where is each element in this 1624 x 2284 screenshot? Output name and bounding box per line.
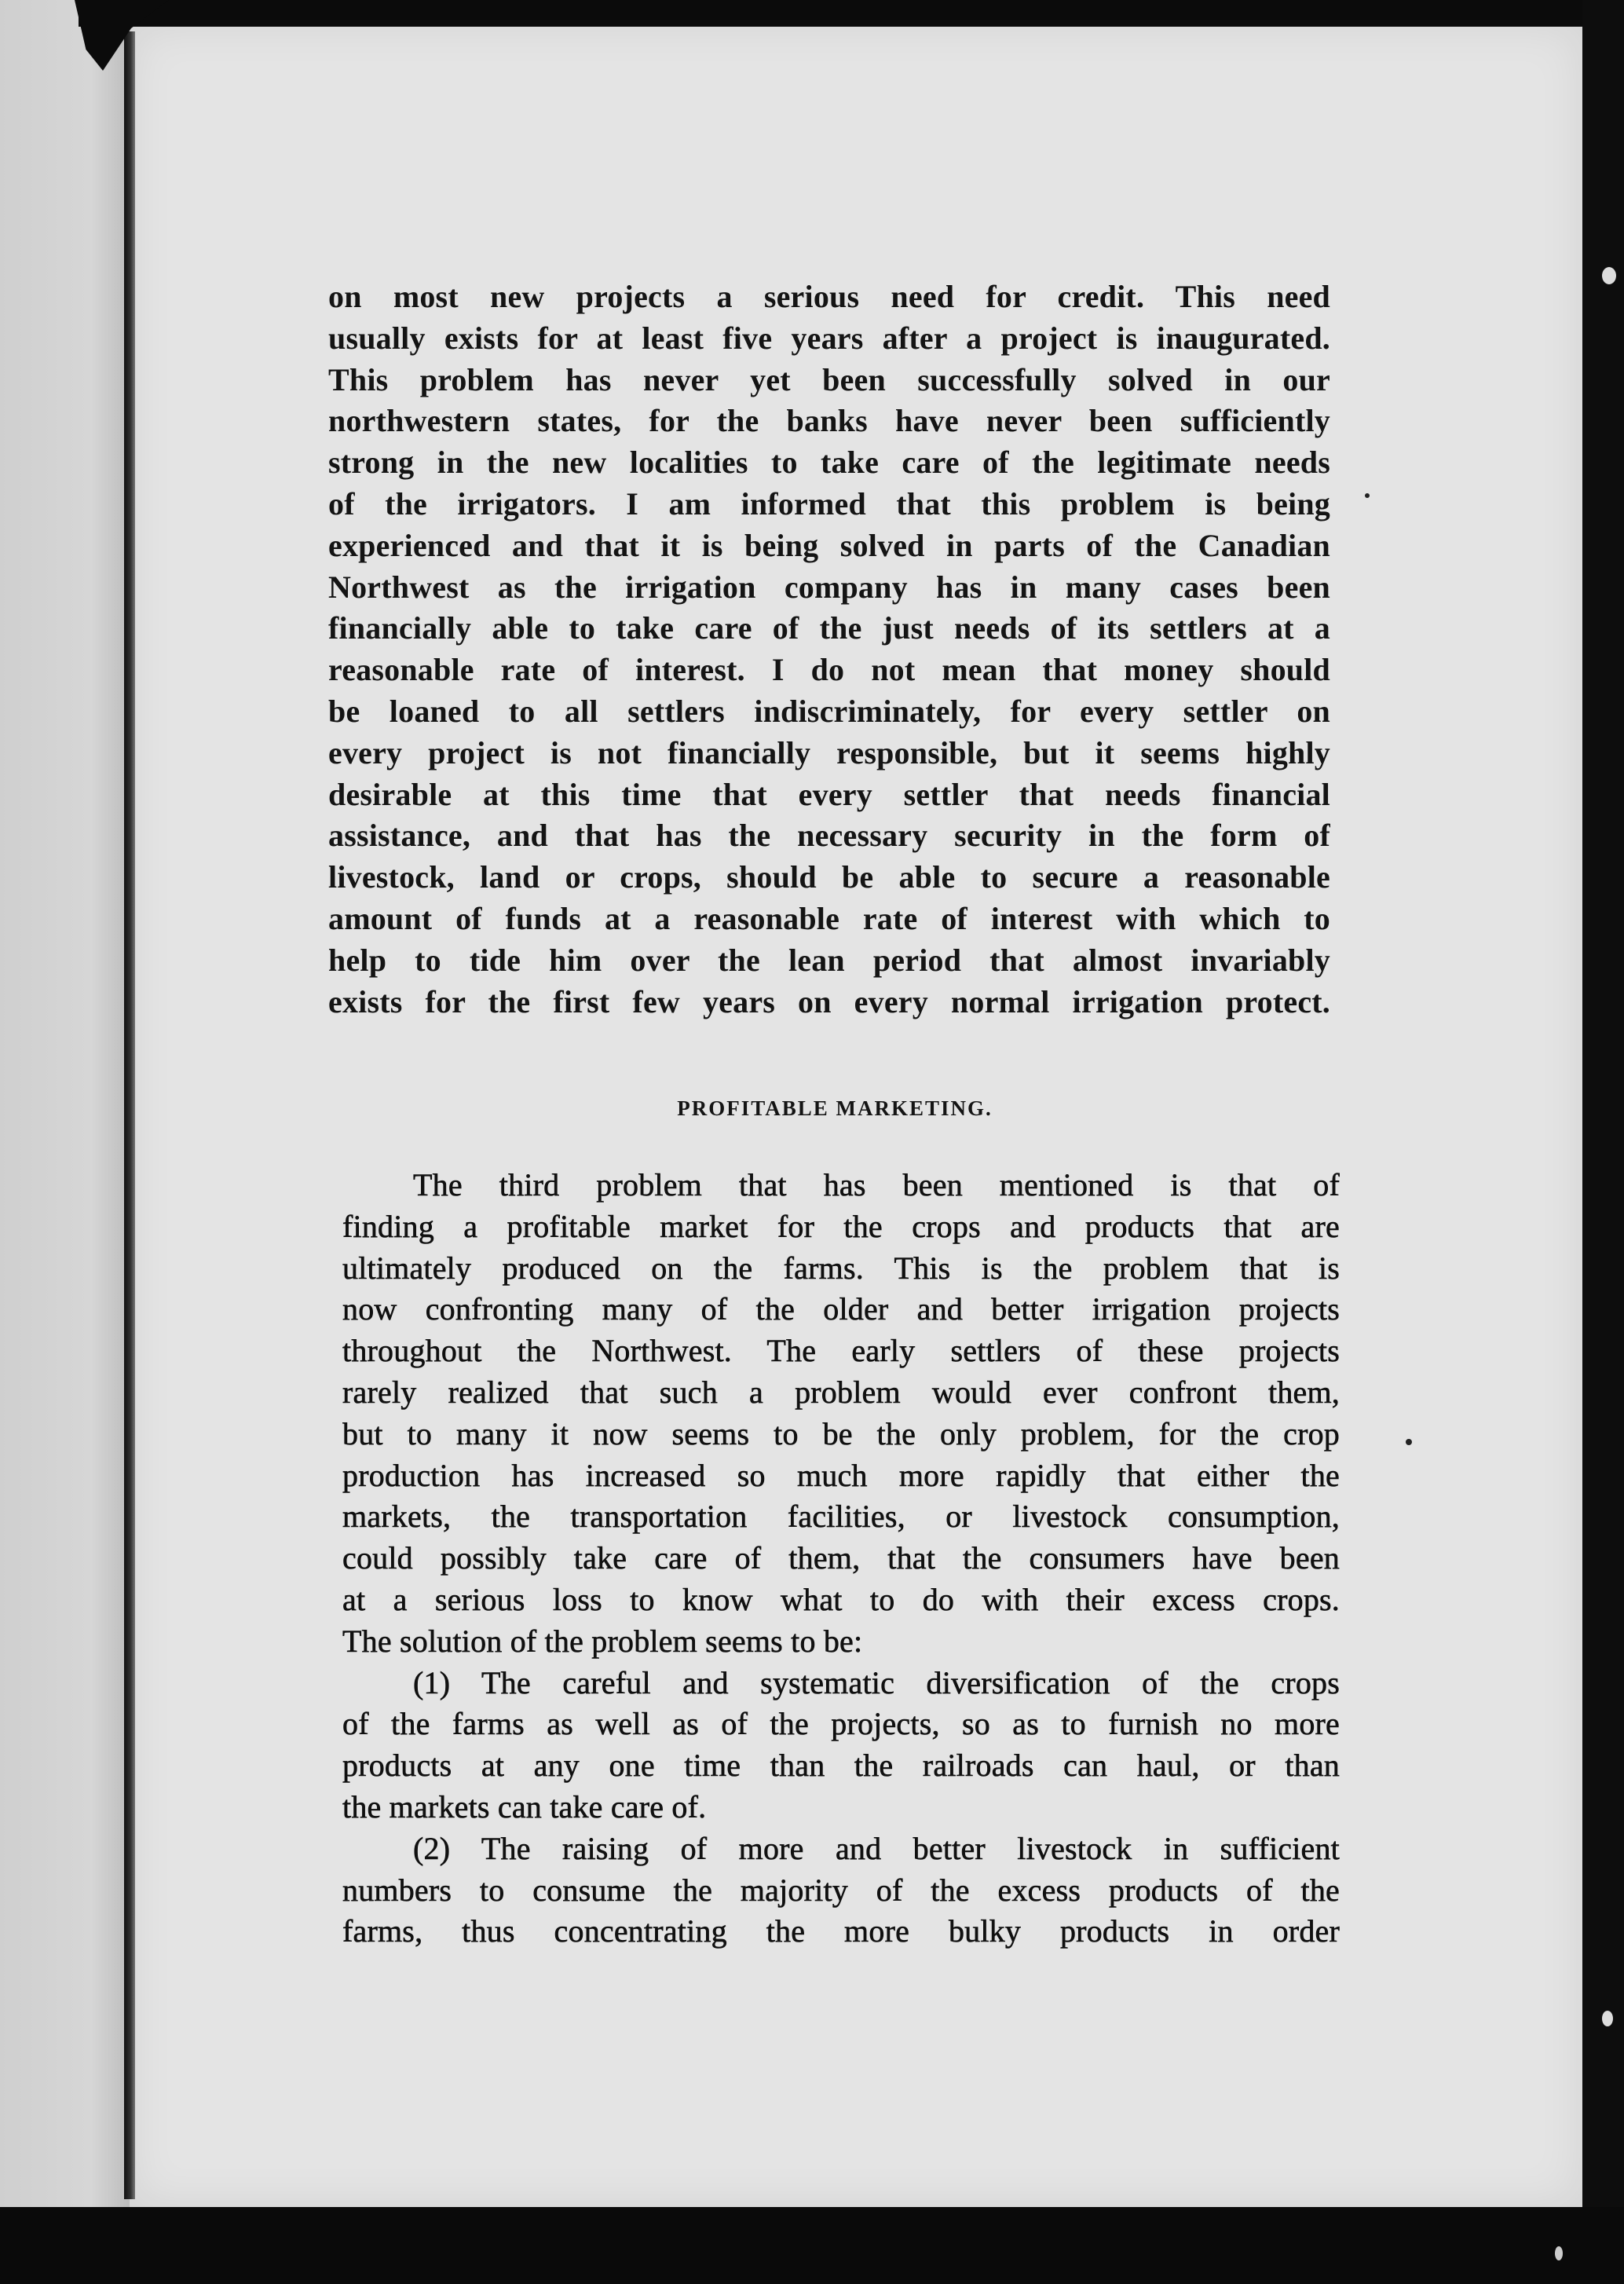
text-line: strong in the new localities to take care of the legitimate needs	[328, 445, 1330, 481]
text-line: help to tide him over the lean period that almost invariably	[328, 942, 1330, 978]
top-scan-shadow	[79, 0, 1618, 27]
text-line: ultimately produced on the farms. This is the problem that is	[342, 1250, 1340, 1286]
scan-speck	[1365, 493, 1370, 498]
text-line: production has increased so much more rapidly that either the	[342, 1457, 1340, 1493]
text-line: financially able to take care of the just needs of its settlers at a	[328, 610, 1330, 646]
paragraph-marketing	[342, 1165, 1340, 1953]
bottom-scan-shadow	[0, 2207, 1624, 2284]
text-line: every project is not financially responsible, but it seems highly	[328, 734, 1330, 770]
text-line: on most new projects a serious need for credit. This need	[328, 279, 1330, 314]
scan-speck	[1602, 2011, 1613, 2026]
scan-speck	[1555, 2246, 1563, 2260]
text-line: exists for the first few years on every normal irrigation protect.	[328, 983, 1330, 1019]
text-line: could possibly take care of them, that the consumers have been	[342, 1540, 1340, 1576]
text-line: livestock, land or crops, should be able to secure a reasonable	[328, 859, 1330, 895]
right-scan-shadow	[1582, 0, 1624, 2284]
text-line: The solution of the problem seems to be:	[342, 1623, 863, 1659]
scan-speck	[1406, 1439, 1412, 1445]
text-line: amount of funds at a reasonable rate of interest with which to	[328, 900, 1330, 936]
page-left-edge	[124, 31, 135, 2199]
text-line: The third problem that has been mentioned is that of	[413, 1167, 1340, 1202]
text-line: (1) The careful and systematic diversification of the crops	[413, 1664, 1340, 1700]
text-line: but to many it now seems to be the only problem, for the crop	[342, 1415, 1340, 1451]
section-heading: PROFITABLE MARKETING.	[677, 1096, 993, 1120]
text-line: finding a profitable market for the crops and products that are	[342, 1208, 1340, 1244]
text-line: of the farms as well as of the projects, so as to furnish no more	[342, 1706, 1340, 1742]
text-line: now confronting many of the older and better irrigation projects	[342, 1291, 1340, 1327]
text-line: experienced and that it is being solved in parts of the Canadian	[328, 527, 1330, 563]
scan-speck	[1602, 267, 1616, 284]
text-line: reasonable rate of interest. I do not mean that money should	[328, 652, 1330, 688]
text-line: numbers to consume the majority of the excess products of the	[342, 1872, 1340, 1908]
text-line: usually exists for at least five years after a project is inaugurated.	[328, 320, 1330, 356]
scanner-left-margin	[0, 0, 130, 2215]
text-line: be loaned to all settlers indiscriminately, for every settler on	[328, 693, 1330, 729]
text-line: (2) The raising of more and better livestock in sufficient	[413, 1830, 1340, 1866]
text-line: throughout the Northwest. The early settlers of these projects	[342, 1333, 1340, 1369]
paragraph-credit	[328, 276, 1330, 1023]
text-line: desirable at this time that every settler that needs financial	[328, 776, 1330, 812]
text-line: farms, thus concentrating the more bulky products in order	[342, 1913, 1340, 1949]
text-line: Northwest as the irrigation company has in many cases been	[328, 569, 1330, 605]
text-line: products at any one time than the railroads can haul, or than	[342, 1748, 1340, 1784]
text-line: at a serious loss to know what to do with their excess crops.	[342, 1581, 1340, 1617]
text-line: northwestern states, for the banks have never been sufficiently	[328, 403, 1330, 439]
text-line: rarely realized that such a problem would ever confront them,	[342, 1374, 1340, 1410]
text-line: assistance, and that has the necessary security in the form of	[328, 818, 1330, 854]
text-line: markets, the transportation facilities, or livestock consumption,	[342, 1499, 1340, 1535]
text-line: of the irrigators. I am informed that this problem is being	[328, 485, 1330, 522]
text-line: the markets can take care of.	[342, 1788, 707, 1825]
text-line: This problem has never yet been successfully solved in our	[328, 361, 1330, 397]
